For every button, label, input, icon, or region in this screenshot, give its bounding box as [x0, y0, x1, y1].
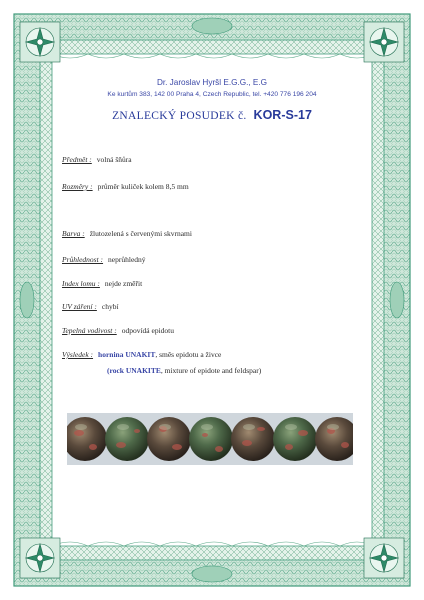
field-value: žlutozelená s červenými skvrnami [89, 229, 192, 238]
result-label: Výsledek : [62, 350, 94, 359]
field-value: volná šňůra [96, 155, 132, 164]
certificate-code: KOR-S-17 [253, 108, 312, 122]
field-value: nejde změřit [104, 279, 143, 288]
title-prefix: ZNALECKÝ POSUDEK č. [112, 110, 247, 122]
field-color [62, 229, 192, 238]
field-value: chybí [101, 302, 119, 311]
certificate-title [0, 106, 424, 124]
field-label: Rozměry : [62, 182, 93, 191]
result-rock-en: (rock UNAKITE [107, 366, 161, 375]
field-uv [62, 302, 119, 311]
result-rock-cz: hornina UNAKIT [98, 350, 156, 359]
field-value: neprůhledný [108, 255, 146, 264]
result-desc-cz: , směs epidotu a živce [155, 350, 222, 359]
field-label: Předmět : [62, 155, 92, 164]
field-transparency [62, 255, 146, 264]
field-thermal-conductivity [62, 326, 174, 335]
issuer-address: Ke kurtům 383, 142 00 Praha 4, Czech Republic, tel. +420 776 196 204 [107, 91, 317, 98]
result-line-cz [62, 350, 221, 359]
unakite-beads-photo [67, 413, 353, 465]
result-line-en [107, 366, 261, 375]
field-label: Barva : [62, 229, 85, 238]
field-subject [62, 155, 132, 164]
result-desc-en: , mixture of epidote and feldspar) [160, 366, 262, 375]
field-label: UV záření : [62, 302, 97, 311]
field-value: průměr kuliček kolem 8,5 mm [97, 182, 189, 191]
field-label: Průhlednost : [62, 255, 104, 264]
field-dimensions [62, 182, 189, 191]
field-refractive-index [62, 279, 142, 288]
field-value: odpovídá epidotu [121, 326, 175, 335]
field-label: Index lomu : [62, 279, 100, 288]
issuer-name: Dr. Jaroslav Hyršl E.G.G., E.G [156, 78, 268, 87]
field-label: Tepelná vodivost : [62, 326, 117, 335]
